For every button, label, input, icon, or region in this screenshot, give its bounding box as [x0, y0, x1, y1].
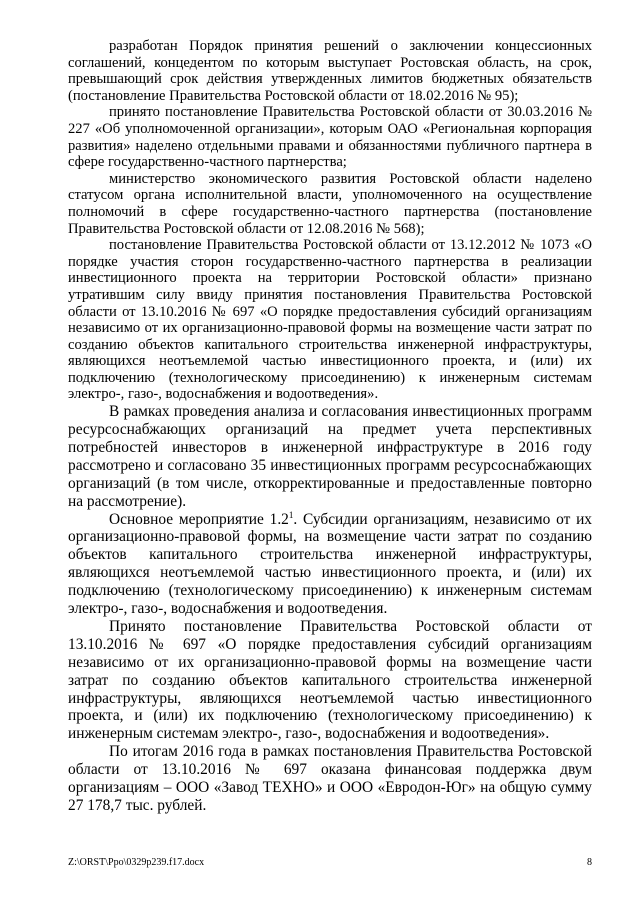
paragraph-main-activity-1-2: [68, 511, 592, 618]
paragraph-investment-programs: В рамках проведения анализа и согласования инвестиционных программ ресурсоснабжающих организаций на предмет учета перспективных потребностей инвесторов в инженерной инфраструктуре в 2016 году рассмотрено и согласовано 35 инвестиционных программ ресурсоснабжающих организаций (в том числе, откорректированные и предоставленные повторно на рассмотрение).: [68, 403, 592, 510]
paragraph-financial-support: По итогам 2016 года в рамках постановления Правительства Ростовской области от 13.10.2016 № 697 оказана финансовая поддержка двум организациям – ООО «Завод ТЕХНО» и ООО «Евродон-Юг» на общую сумму 27 178,7 тыс. рублей.: [68, 743, 592, 814]
footer-file-path: Z:\ORST\Ppo\0329p239.f17.docx: [68, 857, 205, 868]
footnote-marker: 1: [288, 509, 294, 520]
page-number: 8: [587, 857, 592, 868]
body-text: [68, 38, 592, 815]
main-activity-heading: Основное мероприятие 1.2: [109, 510, 289, 528]
paragraph-authorized-organization: принято постановление Правительства Ростовской области от 30.03.2016 № 227 «Об уполномоченной организации», которым ОАО «Региональная корпорация развития» наделено отдельными правами и обязанностями публичного партнера в сфере государственно-частного партнерства;: [68, 104, 592, 171]
paragraph-resolution-1073: постановление Правительства Ростовской области от 13.12.2012 № 1073 «О порядке участия сторон государственно-частного партнерства в реализации инвестиционного проекта на территории Ростовской области» признано утратившим силу ввиду принятия постановления Правительства Ростовской области от 13.10.2016 № 697 «О порядке предоставления субсидий организациям независимо от их организационно-правовой формы на возмещение части затрат по созданию объектов капитального строительства инженерной инфраструктуры, являющихся неотъемлемой частью инвестиционного проекта, и (или) их подключению (технологическому присоединению) к инженерным системам электро-, газо-, водоснабжения и водоотведения».: [68, 237, 592, 403]
paragraph-resolution-697: Принято постановление Правительства Ростовской области от 13.10.2016 № 697 «О порядке предоставления субсидий организациям независимо от их организационно-правовой формы на возмещение части затрат по созданию объектов капитального строительства инженерной инфраструктуры, являющихся неотъемлемой частью инвестиционного проекта, и (или) их подключению (технологическому присоединению) к инженерным системам электро-, газо-, водоснабжения и водоотведения».: [68, 617, 592, 743]
main-activity-text: . Субсидии организациям, независимо от их организационно-правовой формы, на возмещение части затрат по созданию объектов капитального строительства инженерной инфраструктуры, являющихся неотъемлемой частью инвестиционного проекта, и (или) их подключению (технологическому присоединению) к инженерным системам электро-, газо-, водоснабжения и водоотведения.: [68, 510, 593, 618]
paragraph-concession-procedure: разработан Порядок принятия решений о заключении концессионных соглашений, концедентом по которым выступает Ростовская область, на срок, превышающий срок действия утвержденных лимитов бюджетных обязательств (постановление Правительства Ростовской области от 18.02.2016 № 95);: [68, 38, 592, 104]
page-footer: [68, 857, 592, 871]
paragraph-ministry-status: министерство экономического развития Ростовской области наделено статусом органа исполнительной власти, уполномоченного на осуществление полномочий в сфере государственно-частного партнерства (постановление Правительства Ростовской области от 12.08.2016 № 568);: [68, 170, 592, 237]
